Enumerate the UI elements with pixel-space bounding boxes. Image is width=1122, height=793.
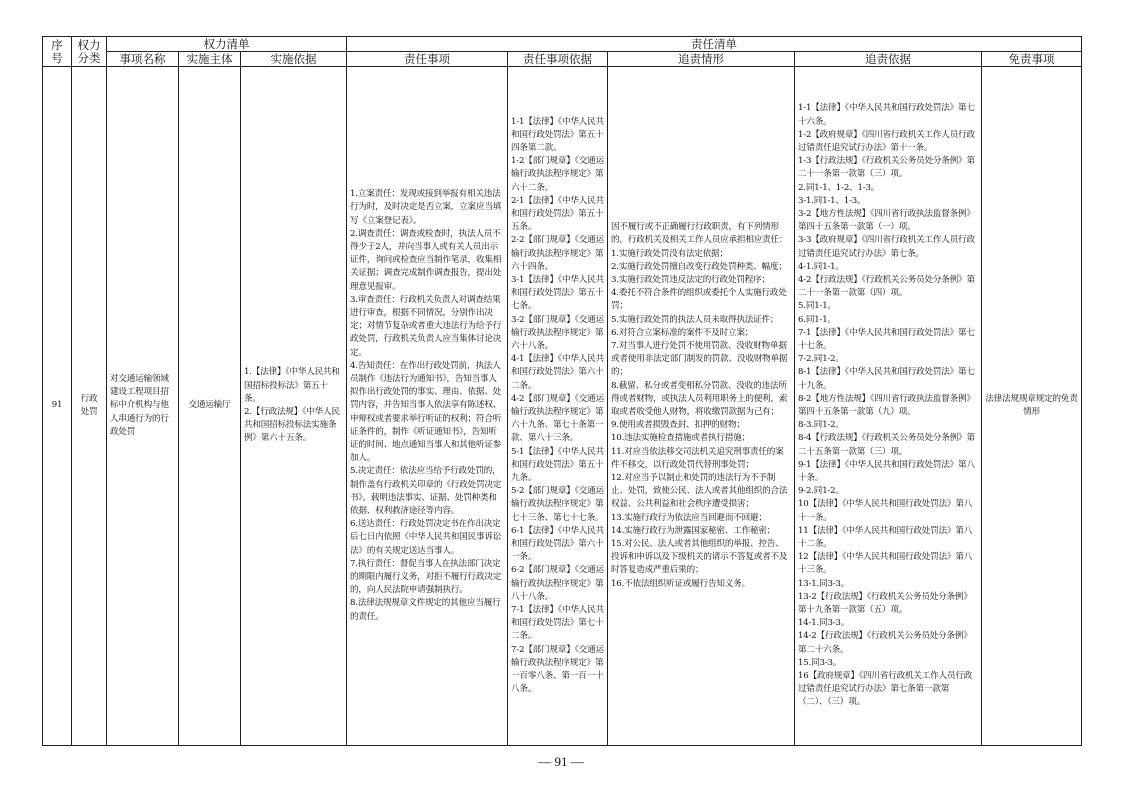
- header-item-name: 事项名称: [107, 52, 179, 67]
- row-subject: 交通运输厅: [179, 67, 241, 746]
- header-exemption: 免责事项: [982, 52, 1082, 67]
- row-resp-basis: 1-1【法律】《中华人民共和国行政处罚法》第五十四条第二款。 1-2【部门规章】《交通运输行政执法程序规定》第六十二条。 2-1【法律】《中华人民共和国行政处罚法》第五十五条。 2-2【部门规章】《交通运输行政执法程序规定》第六十四条。 3-1【法律】《中华人民共和国行政处罚法》第五十七条。 3-2【部门规章】《交通运输行政执法程序规定》第六十八条。 4-1【法律】《中华人民共和国行政处罚法》第六十二条。 4-2【部门规章】《交通运输行政执法程序规定》第六十九条、第七十条第一款、第八十三条。 5-1【法律】《中华人民共和国行政处罚法》第五十九条。 5-2【部门规章】《交通运输行政执法程序规定》第七十三条、第七十七条。 6-1【法律】《中华人民共和国行政处罚法》第六十一条。 6-2【部门规章】《交通运输行政执法程序规定》第八十八条。 7-1【法律】《中华人民共和国行政处罚法》第七十二条。 7-2【部门规章】《交通运输行政执法程序规定》第一百零八条、第一百一十八条。: [508, 67, 608, 746]
- header-acc-basis: 追责依据: [795, 52, 982, 67]
- row-exemption: 法律法规规章规定的免责情形: [982, 67, 1082, 746]
- table-row: [43, 67, 1082, 746]
- header-power-list: 权力清单: [107, 37, 347, 52]
- row-acc-basis: 1-1【法律】《中华人民共和国行政处罚法》第七十六条。 1-2【政府规章】《四川省行政机关工作人员行政过错责任追究试行办法》第十一条。 1-3【行政法规】《行政机关公务员处分条例》第二十一条第一款第（三）项。 2.同1-1、1-2、1-3。 3-1.同1-1、1-3。 3-2【地方性法规】《四川省行政执法监督条例》第四十五条第一款第（一）项。 3-3【政府规章】《四川省行政机关工作人员行政过错责任追究试行办法》第七条。 4-1.同1-1。 4-2【行政法规】《行政机关公务员处分条例》第二十一条第一款第（四）项。 5.同1-1。 6.同1-1。 7-1【法律】《中华人民共和国行政处罚法》第七十七条。 7-2.同1-2。 8-1【法律】《中华人民共和国行政处罚法》第七十九条。 8-2【地方性法规】《四川省行政执法监督条例》第四十五条第一款第（九）项。 8-3.同1-2。 8-4【行政法规】《行政机关公务员处分条例》第二十五条第一款第（三）项。 9-1【法律】《中华人民共和国行政处罚法》第八十条。 9-2.同1-2。 10【法律】《中华人民共和国行政处罚法》第八十一条。 11【法律】《中华人民共和国行政处罚法》第八十二条。 12【法律】《中华人民共和国行政处罚法》第八十三条。 13-1.同3-3。 13-2【行政法规】《行政机关公务员处分条例》第十九条第一款第（五）项。 14-1.同3-3。 14-2【行政法规】《行政机关公务员处分条例》第二十六条。 15.同3-3。 16【政府规章】《四川省行政机关工作人员行政过错责任追究试行办法》第七条第一款第（二）、（三）项。: [795, 67, 982, 746]
- header-seq: 序 号: [43, 37, 72, 67]
- header-subject: 实施主体: [179, 52, 241, 67]
- header-responsibility-list: 责任清单: [347, 37, 1082, 52]
- header-accountability: 追责情形: [608, 52, 795, 67]
- row-category: 行政 处罚: [72, 67, 107, 746]
- header-resp-basis: 责任事项依据: [508, 52, 608, 67]
- row-accountability: 因不履行或不正确履行行政职责，有下列情形的，行政机关及相关工作人员应承担相应责任： 1.实施行政处罚没有法定依据； 2.实施行政处罚擅自改变行政处罚种类、幅度； 3.实施行政处罚违反法定的行政处罚程序； 4.委托不符合条件的组织或委托个人实施行政处罚； 5.实施行政处罚的执法人员未取得执法证件； 6.对符合立案标准的案件不及时立案； 7.对当事人进行处罚不使用罚款、没收财物单据或者使用非法定部门制发的罚款、没收财物单据的； 8.截留、私分或者变相私分罚款、没收的违法所得或者财物，或执法人员利用职务上的便利，索取或者收受他人财物，将收缴罚款据为己有； 9.使用或者损毁查封、扣押的财物； 10.违法实施检查措施或者执行措施； 11.对应当依法移交司法机关追究刑事责任的案件不移交，以行政处罚代替刑事处罚； 12.对应当予以制止和处罚的违法行为不予制止、处罚，致使公民、法人或者其他组织的合法权益、公共利益和社会秩序遭受损害； 13.实施行政行为依法应当回避而不回避； 14.实施行政行为泄露国家秘密、工作秘密； 15.对公民、法人或者其他组织的举报、控告、投诉和申诉以及下级机关的请示不答复或者不及时答复造成严重后果的； 16.不依法组织听证或履行告知义务。: [608, 67, 795, 746]
- header-resp-items: 责任事项: [347, 52, 508, 67]
- row-seq: 91: [43, 67, 72, 746]
- responsibility-table: [42, 36, 1082, 746]
- header-power-category: 权力 分类: [72, 37, 107, 67]
- header-basis: 实施依据: [241, 52, 347, 67]
- page-number: — 91 —: [538, 754, 584, 769]
- row-item-name: 对交通运输领域建设工程项目招标中介机构与他人串通行为的行政处罚: [107, 67, 179, 746]
- row-resp-items: 1.立案责任：发现或接到举报有相关违法行为时，及时决定是否立案，立案应当填写《立案登记表》。 2.调查责任：调查或检查时，执法人员不得少于2人，并向当事人或有关人员出示证件，询问或检查应当制作笔录，收集相关证据；调查完成制作调查报告，提出处理意见报审。 3.审查责任：行政机关负责人对调查结果进行审查，根据不同情况，分别作出决定；对情节复杂或者重大违法行为给予行政处罚，行政机关负责人应当集体讨论决定。 4.告知责任：在作出行政处罚前，执法人员制作《违法行为通知书》，告知当事人拟作出行政处罚的事实、理由、依据、处罚内容，并告知当事人依法享有陈述权、申辩权或者要求举行听证的权利；符合听证条件的，制作《听证通知书》，告知听证的时间、地点通知当事人和其他听证参加人。 5.决定责任：依法应当给予行政处罚的，制作盖有行政机关印章的《行政处罚决定书》，载明违法事实、证据、处罚种类和依据、权利救济途径等内容。 6.送达责任：行政处罚决定书在作出决定后七日内依照《中华人民共和国民事诉讼法》的有关规定送达当事人。 7.执行责任：督促当事人在执法部门决定的期限内履行义务，对拒不履行行政决定的，向人民法院申请强制执行。 8.法律法规规章文件规定的其他应当履行的责任。: [347, 67, 508, 746]
- row-basis: 1.【法律】《中华人民共和国招标投标法》第五十条。 2.【行政法规】《中华人民共和国招标投标法实施条例》第六十五条。: [241, 67, 347, 746]
